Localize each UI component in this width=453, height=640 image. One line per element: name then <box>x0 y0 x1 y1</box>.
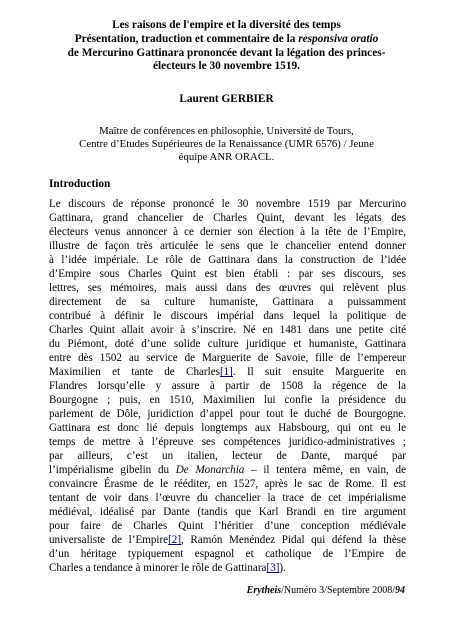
body-line: temps de mettre à l’épreuve ses compétences juridico-administratives ; <box>49 436 406 448</box>
body-text: Charles a tendance à minorer le rôle de Gattinara <box>49 562 267 574</box>
affiliation-line-3: équipe ANR ORACL. <box>178 151 275 164</box>
title-line-4: électeurs le 30 novembre 1519. <box>153 60 300 73</box>
footnote-link-1[interactable]: [1] <box>219 366 233 378</box>
body-line: à l’idée impériale. Le rôle de Gattinara dans la construction de l’idée <box>49 254 406 266</box>
body-line: Charles Quint allait avoir à s’inscrire. Né en 1481 dans une petite cité <box>49 324 406 336</box>
body-line <box>49 365 406 379</box>
body-text: l’impérialisme gibelin du <box>49 464 176 476</box>
footnote-link-2[interactable]: [2] <box>168 534 182 546</box>
title-line-2-text: Présentation, traduction et commentaire de la <box>74 32 299 45</box>
page-number: 94 <box>395 585 405 596</box>
title-line-1: Les raisons de l'empire et la diversité des temps <box>112 19 341 31</box>
body-line: d’un héritage typiquement espagnol et catholique de l’Empire de <box>49 548 406 560</box>
body-line: électeurs venus annoncer à ce dernier son élection à la tête de l’Empire, <box>49 226 406 238</box>
body-paragraph <box>49 197 406 575</box>
body-line <box>49 533 406 547</box>
body-line: entre dès 1502 au service de Marguerite de Savoie, fille de l’empereur <box>49 352 406 364</box>
title-line-2 <box>24 33 429 47</box>
body-line: Le discours de réponse prononcé le 30 novembre 1519 par Mercurino <box>49 198 406 210</box>
body-line: tentant de voir dans l’œuvre du chancelier la trace de cet impérialisme <box>49 492 406 504</box>
body-line: du Piémont, doté d’une solide culture juridique et humaniste, Gattinara <box>49 338 406 350</box>
body-line: d’Empire sous Charles Quint est bien établi : par ses discours, ses <box>49 268 406 280</box>
body-text: , Ramón Menéndez Pidal qui défend la thèse <box>181 534 406 546</box>
page-footer <box>247 585 405 597</box>
title-line-3: de Mercurino Gattinara prononcée devant la légation des princes- <box>67 46 386 59</box>
section-heading: Introduction <box>49 178 111 190</box>
body-line: directement de sa culture humaniste, Gattinara a puissamment <box>49 296 406 308</box>
body-text: . Il suit ensuite Marguerite en <box>232 366 406 378</box>
affiliation-line-2: Centre d’Etudes Supérieures de la Renaissance (UMR 6576) / Jeune <box>79 138 374 151</box>
body-text: – il tentera même, en vain, de <box>244 464 407 476</box>
body-line: lettres, ses mémoires, mais aussi dans des œuvres qui relèvent plus <box>49 282 406 294</box>
body-text: Maximilien et tante de Charles <box>49 366 220 378</box>
book-title-italic: De Monarchia <box>175 464 245 476</box>
title-italic-term: responsiva oratio <box>298 32 379 45</box>
body-line: Bourgogne ; puis, en 1510, Maximilien lui confie la présidence du <box>49 394 406 406</box>
article-title <box>24 19 429 74</box>
body-line: Gattinara est donc lié depuis longtemps aux Habsbourg, qui ont eu le <box>49 422 406 434</box>
footnote-link-3[interactable]: [3] <box>266 562 280 574</box>
body-line: contribué à définir le discours impérial dans lequel la politique de <box>49 310 406 322</box>
body-line: illustre de façon très articulée le sens que le chancelier entend donner <box>49 240 406 252</box>
body-line: convaincre Érasme de le rééditer, en 1527, après le sac de Rome. Il est <box>49 478 406 490</box>
body-line: par ailleurs, c’est un italien, lecteur de Dante, marqué par <box>49 450 406 462</box>
body-line: Flandres lorsqu’elle y assure à partir de 1508 la régence de la <box>49 380 406 392</box>
affiliation-line-1: Maître de conférences en philosophie, Université de Tours, <box>99 125 354 137</box>
author-affiliation <box>24 125 429 165</box>
body-line <box>49 561 406 575</box>
body-line: pour faire de Charles Quint l’héritier d’une conception médiévale <box>49 520 406 532</box>
body-line <box>49 463 406 477</box>
body-line: médiéval, idéalisé par Dante (tandis que Karl Brandi en tire argument <box>49 506 406 518</box>
body-text: universaliste de l’Empire <box>49 534 169 546</box>
author-name: Laurent GERBIER <box>179 93 274 105</box>
body-text: ). <box>279 562 286 574</box>
issue-info: /Numéro 3/Septembre 2008/ <box>281 585 395 596</box>
body-line: Gattinara, grand chancelier de Charles Quint, devant les légats des <box>49 212 406 224</box>
body-line: parlement de Dôle, juridiction d’appel pour tout le duché de Bourgogne. <box>49 408 406 420</box>
journal-name: Erytheis <box>246 585 282 596</box>
